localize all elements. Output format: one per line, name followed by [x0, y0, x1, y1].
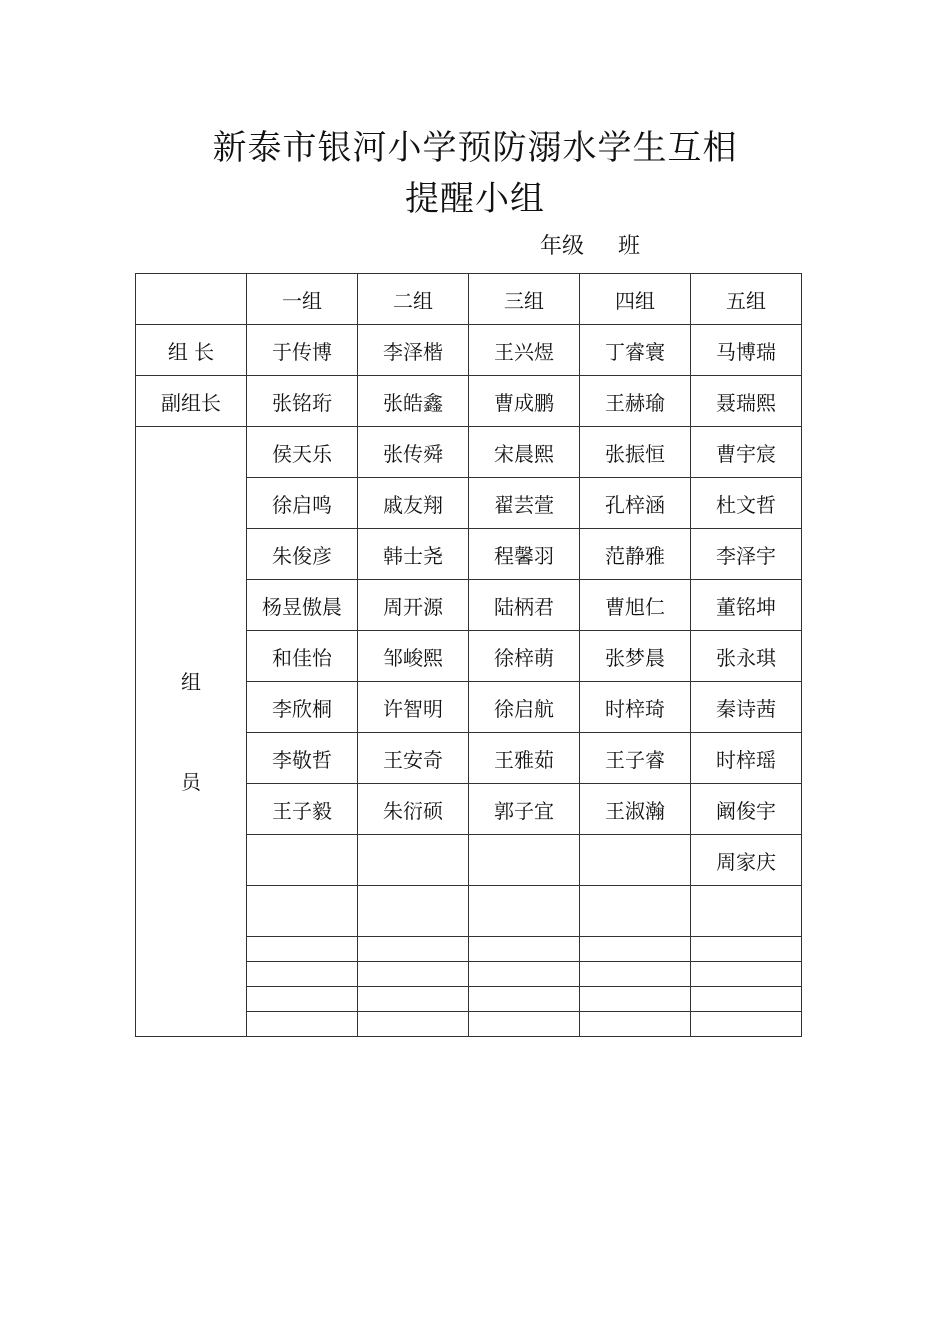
- empty-cell: [469, 937, 580, 962]
- empty-cell: [469, 987, 580, 1012]
- member-cell: [247, 835, 358, 886]
- member-cell: 张振恒: [580, 427, 691, 478]
- vice-leader-cell: 王赫瑜: [580, 376, 691, 427]
- title-line-1: 新泰市银河小学预防溺水学生互相: [212, 128, 738, 168]
- grade-class-line: [540, 232, 640, 262]
- empty-cell: [691, 1012, 802, 1037]
- member-cell: 陆柄君: [469, 580, 580, 631]
- member-cell: [358, 835, 469, 886]
- member-cell: 翟芸萱: [469, 478, 580, 529]
- member-cell: 杨昱傲晨: [247, 580, 358, 631]
- empty-cell: [358, 1012, 469, 1037]
- vice-leader-cell: 张皓鑫: [358, 376, 469, 427]
- member-cell: 范静雅: [580, 529, 691, 580]
- class-label: 班: [618, 234, 641, 259]
- header-row: [136, 274, 802, 325]
- leader-cell: 马博瑞: [691, 325, 802, 376]
- roster-table: [135, 273, 802, 1037]
- empty-cell: [580, 987, 691, 1012]
- member-cell: 朱衍硕: [358, 784, 469, 835]
- member-cell: 徐梓萌: [469, 631, 580, 682]
- empty-cell: [580, 886, 691, 937]
- member-cell: 程馨羽: [469, 529, 580, 580]
- member-cell: 李欣桐: [247, 682, 358, 733]
- member-cell: 徐启鸣: [247, 478, 358, 529]
- member-cell: 王淑瀚: [580, 784, 691, 835]
- header-group-2: 二组: [358, 274, 469, 325]
- member-cell: 时梓瑶: [691, 733, 802, 784]
- member-cell: 董铭坤: [691, 580, 802, 631]
- empty-cell: [358, 987, 469, 1012]
- member-cell: 杜文哲: [691, 478, 802, 529]
- member-cell: 许智明: [358, 682, 469, 733]
- empty-cell: [358, 886, 469, 937]
- members-label-char-1: 组: [181, 669, 201, 694]
- members-label-char-2: 员: [181, 769, 201, 794]
- empty-cell: [247, 962, 358, 987]
- member-cell: 王子毅: [247, 784, 358, 835]
- empty-cell: [247, 987, 358, 1012]
- member-cell: 张永琪: [691, 631, 802, 682]
- member-cell: 韩士尧: [358, 529, 469, 580]
- member-cell: 曹旭仁: [580, 580, 691, 631]
- member-cell: 戚友翔: [358, 478, 469, 529]
- member-cell: 张传舜: [358, 427, 469, 478]
- member-cell: 阚俊宇: [691, 784, 802, 835]
- member-cell: 周家庆: [691, 835, 802, 886]
- members-label: [136, 427, 247, 1037]
- header-group-5: 五组: [691, 274, 802, 325]
- title-line-2: 提醒小组: [405, 179, 545, 219]
- vice-leader-row: [136, 376, 802, 427]
- member-cell: 秦诗茜: [691, 682, 802, 733]
- header-group-1: 一组: [247, 274, 358, 325]
- empty-cell: [580, 937, 691, 962]
- vice-leader-cell: 张铭珩: [247, 376, 358, 427]
- member-cell: 曹宇宸: [691, 427, 802, 478]
- empty-cell: [580, 1012, 691, 1037]
- member-cell: 李敬哲: [247, 733, 358, 784]
- member-cell: 宋晨熙: [469, 427, 580, 478]
- member-cell: 孔梓涵: [580, 478, 691, 529]
- empty-cell: [358, 937, 469, 962]
- member-cell: 郭子宜: [469, 784, 580, 835]
- empty-cell: [247, 1012, 358, 1037]
- empty-cell: [247, 937, 358, 962]
- leader-cell: 王兴煜: [469, 325, 580, 376]
- leader-cell: 于传博: [247, 325, 358, 376]
- empty-cell: [691, 962, 802, 987]
- header-group-4: 四组: [580, 274, 691, 325]
- member-cell: 和佳怡: [247, 631, 358, 682]
- member-cell: 李泽宇: [691, 529, 802, 580]
- vice-leader-cell: 曹成鹏: [469, 376, 580, 427]
- member-cell: 朱俊彦: [247, 529, 358, 580]
- empty-cell: [691, 987, 802, 1012]
- vice-leader-label: 副组长: [136, 376, 247, 427]
- leader-cell: 丁睿寰: [580, 325, 691, 376]
- member-cell: 王雅茹: [469, 733, 580, 784]
- empty-cell: [358, 962, 469, 987]
- empty-cell: [691, 937, 802, 962]
- member-cell: 邹峻熙: [358, 631, 469, 682]
- empty-cell: [247, 886, 358, 937]
- member-cell: 张梦晨: [580, 631, 691, 682]
- member-cell: 侯天乐: [247, 427, 358, 478]
- header-group-3: 三组: [469, 274, 580, 325]
- member-cell: 徐启航: [469, 682, 580, 733]
- empty-cell: [469, 962, 580, 987]
- member-cell: 王子睿: [580, 733, 691, 784]
- member-cell: [469, 835, 580, 886]
- member-cell: 王安奇: [358, 733, 469, 784]
- leader-cell: 李泽楷: [358, 325, 469, 376]
- grade-label: 年级: [540, 234, 585, 259]
- empty-cell: [469, 886, 580, 937]
- empty-cell: [580, 962, 691, 987]
- leader-row: [136, 325, 802, 376]
- member-cell: 周开源: [358, 580, 469, 631]
- empty-cell: [469, 1012, 580, 1037]
- empty-cell: [691, 886, 802, 937]
- member-cell: 时梓琦: [580, 682, 691, 733]
- member-cell: [580, 835, 691, 886]
- leader-label: 组 长: [136, 325, 247, 376]
- vice-leader-cell: 聂瑞熙: [691, 376, 802, 427]
- corner-cell: [136, 274, 247, 325]
- member-row: [136, 427, 802, 478]
